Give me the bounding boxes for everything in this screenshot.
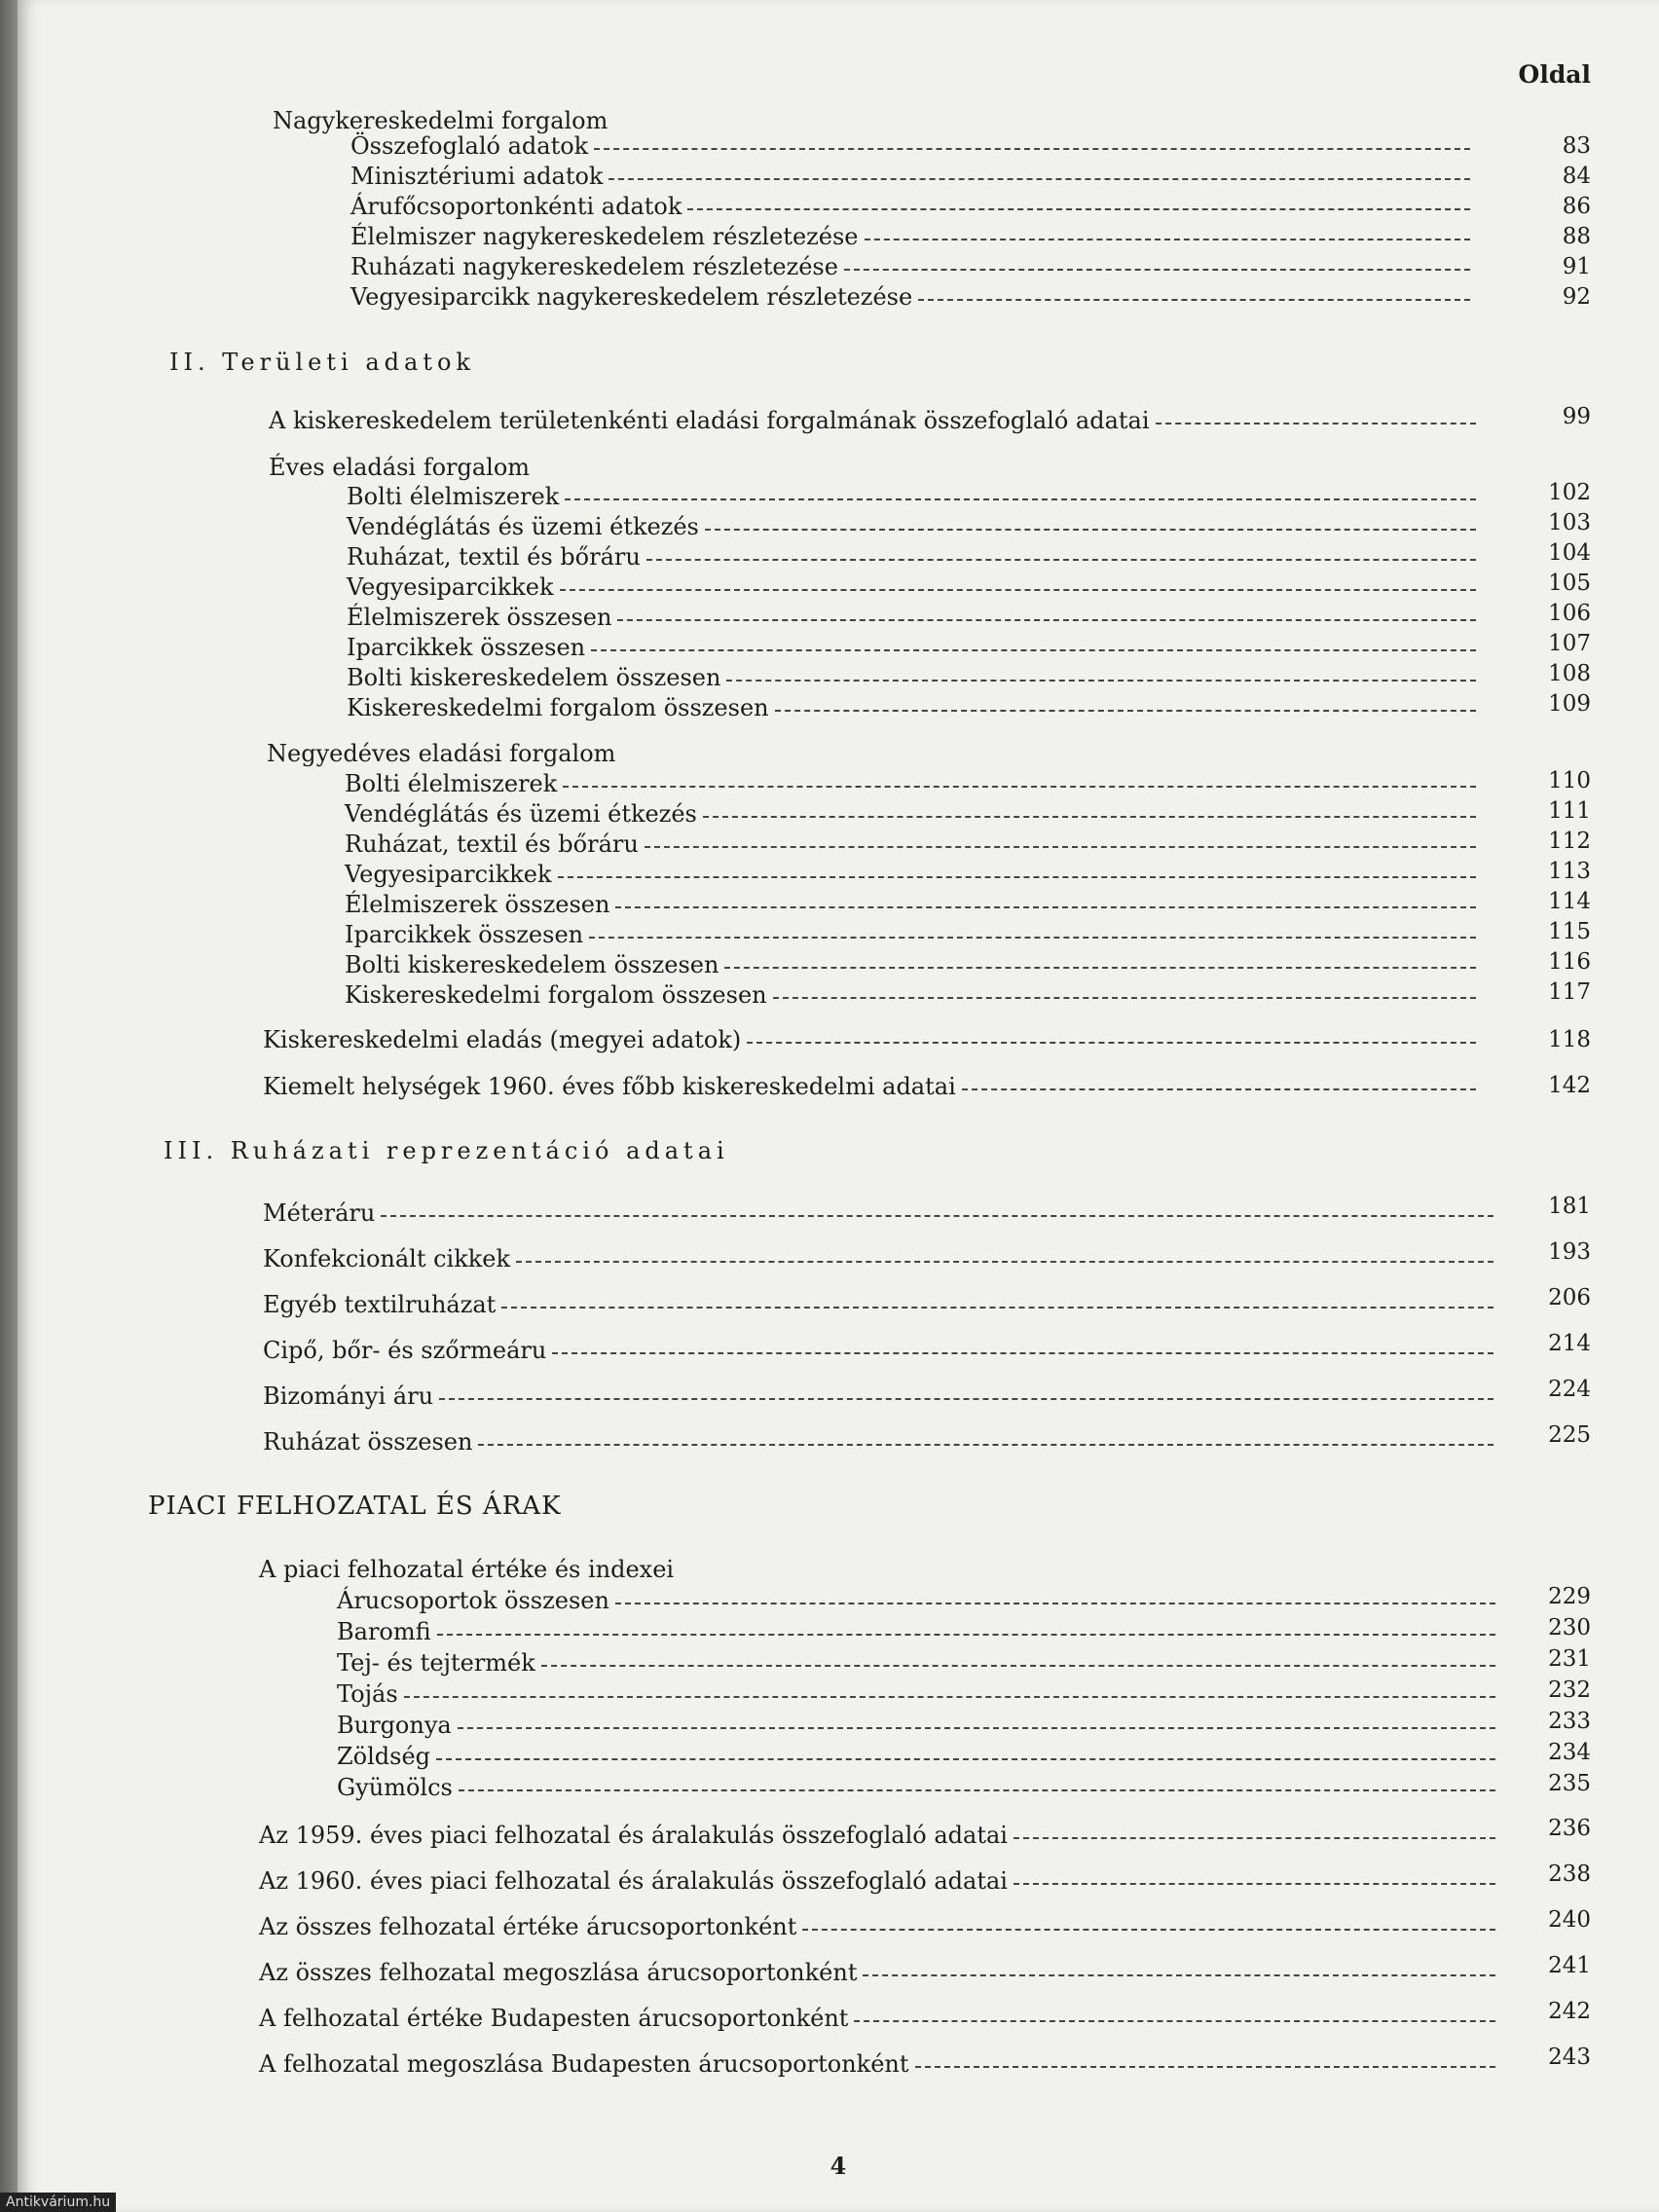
part-heading: PIACI FELHOZATAL ÉS ÁRAK: [148, 1492, 562, 1521]
leader-dashes: [617, 619, 1476, 621]
toc-entry[interactable]: A kiskereskedelem területenkénti eladási forgalmának összefoglaló adatai: [269, 405, 1476, 438]
leader-dashes: [436, 1758, 1495, 1760]
toc-entry[interactable]: Vegyesiparcikk nagykereskedelem részletezése: [350, 281, 1470, 314]
page-number: 109: [1548, 691, 1591, 717]
toc-entry[interactable]: Vegyesiparcikkek: [345, 859, 1476, 892]
leader-dashes: [915, 2066, 1495, 2068]
leader-dashes: [615, 906, 1476, 908]
page-number: 83: [1562, 133, 1591, 159]
toc-entry[interactable]: Iparcikkek összesen: [345, 919, 1476, 952]
toc-entry[interactable]: Bolti élelmiszerek: [345, 768, 1476, 801]
leader-dashes: [589, 937, 1476, 939]
page-number: 116: [1548, 949, 1591, 975]
page-number: 115: [1548, 919, 1591, 944]
leader-dashes: [703, 816, 1476, 818]
page-number: 224: [1548, 1377, 1591, 1402]
page-number: 110: [1548, 768, 1591, 793]
page-number: 86: [1562, 194, 1591, 219]
page-number: 102: [1548, 480, 1591, 505]
toc-entry[interactable]: Cipő, bőr- és szőrmeáru: [263, 1335, 1493, 1368]
watermark: Antikvárium.hu: [0, 2193, 116, 2212]
toc-entry[interactable]: Vegyesiparcikkek: [347, 571, 1476, 605]
toc-entry[interactable]: Tojás: [337, 1678, 1495, 1712]
leader-dashes: [458, 1727, 1495, 1729]
page-number: 108: [1548, 661, 1591, 686]
leader-dashes: [541, 1665, 1495, 1667]
toc-entry[interactable]: Bolti kiskereskedelem összesen: [345, 949, 1476, 982]
toc-entry[interactable]: Kiemelt helységek 1960. éves főbb kiskereskedelmi adatai: [263, 1071, 1476, 1104]
leader-dashes: [563, 786, 1476, 788]
toc-entry[interactable]: Baromfi: [337, 1616, 1495, 1649]
page-footer-number: 4: [830, 2152, 847, 2180]
toc-page: [18, 0, 1659, 2212]
page-number: 206: [1548, 1285, 1591, 1310]
toc-entry[interactable]: Árucsoportok összesen: [337, 1585, 1495, 1618]
leader-dashes: [802, 1929, 1495, 1931]
leader-dashes: [404, 1696, 1495, 1698]
toc-entry[interactable]: Élelmiszer nagykereskedelem részletezése: [350, 221, 1470, 254]
page-number: 103: [1548, 510, 1591, 535]
toc-entry[interactable]: Vendéglátás és üzemi étkezés: [345, 798, 1476, 831]
toc-entry[interactable]: Burgonya: [337, 1710, 1495, 1743]
leader-dashes: [560, 589, 1476, 591]
section-heading-iii: III. Ruházati reprezentáció adatai: [164, 1137, 729, 1164]
toc-entry[interactable]: Élelmiszerek összesen: [347, 602, 1476, 635]
page-column-header: Oldal: [1518, 60, 1591, 89]
leader-dashes: [705, 529, 1476, 531]
page-number: 113: [1548, 859, 1591, 884]
toc-entry[interactable]: Bolti kiskereskedelem összesen: [347, 662, 1476, 695]
page-number: 230: [1548, 1615, 1591, 1641]
leader-dashes: [747, 1042, 1476, 1044]
page-number: 117: [1548, 979, 1591, 1005]
toc-entry[interactable]: Élelmiszerek összesen: [345, 889, 1476, 922]
toc-entry[interactable]: Tej- és tejtermék: [337, 1647, 1495, 1680]
leader-dashes: [437, 1634, 1495, 1636]
page-number: 234: [1548, 1740, 1591, 1765]
leader-dashes: [773, 997, 1476, 999]
toc-entry[interactable]: Bolti élelmiszerek: [347, 481, 1476, 514]
subsection-title: Negyedéves eladási forgalom: [267, 740, 616, 767]
toc-entry[interactable]: Konfekcionált cikkek: [263, 1243, 1493, 1276]
page-number: 233: [1548, 1709, 1591, 1734]
toc-entry[interactable]: A felhozatal megoszlása Budapesten árucsoportonként: [259, 2048, 1495, 2082]
toc-entry[interactable]: Iparcikkek összesen: [347, 632, 1476, 665]
page-number: 229: [1548, 1584, 1591, 1609]
leader-dashes: [865, 239, 1470, 240]
page-number: 241: [1548, 1953, 1591, 1978]
leader-dashes: [687, 208, 1470, 210]
leader-dashes: [565, 498, 1476, 500]
toc-entry[interactable]: Az összes felhozatal megoszlása árucsoportonként: [259, 1957, 1495, 1990]
toc-entry[interactable]: Összefoglaló adatok: [350, 130, 1470, 164]
leader-dashes: [726, 680, 1476, 682]
leader-dashes: [646, 559, 1476, 561]
page-number: 114: [1548, 889, 1591, 914]
page-number: 225: [1548, 1422, 1591, 1448]
toc-entry[interactable]: Árufőcsoportonkénti adatok: [350, 191, 1470, 224]
page-number: 181: [1548, 1194, 1591, 1219]
toc-entry[interactable]: Bizományi áru: [263, 1381, 1493, 1414]
toc-entry[interactable]: Ruházat, textil és bőráru: [345, 829, 1476, 862]
leader-dashes: [918, 299, 1470, 301]
toc-entry[interactable]: Egyéb textilruházat: [263, 1289, 1493, 1322]
toc-entry[interactable]: Az összes felhozatal értéke árucsoportonként: [259, 1911, 1495, 1944]
page-number: 107: [1548, 631, 1591, 656]
toc-entry[interactable]: Kiskereskedelmi forgalom összesen: [345, 979, 1476, 1013]
page-number: 92: [1562, 284, 1591, 310]
page-number: 104: [1548, 540, 1591, 566]
leader-dashes: [724, 967, 1476, 969]
toc-entry[interactable]: Kiskereskedelmi forgalom összesen: [347, 692, 1476, 725]
page-number: 88: [1562, 224, 1591, 249]
leader-dashes: [439, 1398, 1493, 1400]
leader-dashes: [615, 1603, 1495, 1604]
leader-dashes: [459, 1789, 1495, 1791]
page-number: 240: [1548, 1907, 1591, 1933]
leader-dashes: [591, 649, 1476, 651]
subsection-title: A piaci felhozatal értéke és indexei: [259, 1556, 675, 1583]
book-spine-shadow: [0, 0, 18, 2212]
page-number: 231: [1548, 1646, 1591, 1672]
leader-dashes: [854, 2020, 1495, 2022]
page-number: 214: [1548, 1331, 1591, 1356]
subsection-title: Nagykereskedelmi forgalom: [273, 107, 608, 134]
page-number: 84: [1562, 164, 1591, 189]
leader-dashes: [558, 876, 1476, 878]
toc-entry[interactable]: Ruházat, textil és bőráru: [347, 541, 1476, 574]
leader-dashes: [1014, 1837, 1495, 1839]
subsection-title: Éves eladási forgalom: [269, 454, 531, 481]
leader-dashes: [863, 1974, 1495, 1976]
leader-dashes: [594, 148, 1470, 150]
page-number: 118: [1548, 1027, 1591, 1052]
leader-dashes: [775, 710, 1476, 712]
toc-entry[interactable]: Zöldség: [337, 1741, 1495, 1774]
leader-dashes: [516, 1261, 1493, 1263]
toc-entry[interactable]: Gyümölcs: [337, 1772, 1495, 1805]
page-number: 232: [1548, 1677, 1591, 1703]
toc-entry[interactable]: Méteráru: [263, 1198, 1493, 1231]
page-number: 236: [1548, 1816, 1591, 1841]
page-number: 193: [1548, 1239, 1591, 1265]
toc-entry[interactable]: Minisztériumi adatok: [350, 161, 1470, 194]
page-number: 242: [1548, 1999, 1591, 2024]
leader-dashes: [645, 846, 1476, 848]
page-number: 243: [1548, 2045, 1591, 2070]
toc-entry[interactable]: Kiskereskedelmi eladás (megyei adatok): [263, 1024, 1476, 1057]
page-number: 105: [1548, 571, 1591, 596]
page-number: 238: [1548, 1862, 1591, 1887]
page-number: 99: [1562, 404, 1591, 429]
page-number: 235: [1548, 1771, 1591, 1796]
leader-dashes: [962, 1088, 1476, 1090]
leader-dashes: [552, 1352, 1493, 1354]
leader-dashes: [478, 1444, 1493, 1446]
page-number: 111: [1548, 798, 1591, 824]
page-number: 91: [1562, 254, 1591, 279]
leader-dashes: [1014, 1883, 1495, 1885]
toc-entry[interactable]: Ruházat összesen: [263, 1426, 1493, 1459]
toc-entry[interactable]: A felhozatal értéke Budapesten árucsoportonként: [259, 2003, 1495, 2036]
toc-entry[interactable]: Ruházati nagykereskedelem részletezése: [350, 251, 1470, 284]
leader-dashes: [381, 1215, 1493, 1217]
page-number: 106: [1548, 601, 1591, 626]
toc-entry[interactable]: Az 1959. éves piaci felhozatal és áralakulás összefoglaló adatai: [259, 1820, 1495, 1853]
page-number: 142: [1548, 1073, 1591, 1098]
leader-dashes: [1156, 423, 1476, 424]
leader-dashes: [501, 1307, 1493, 1309]
section-heading-ii: II. Területi adatok: [169, 349, 475, 376]
toc-entry[interactable]: Az 1960. éves piaci felhozatal és áralakulás összefoglaló adatai: [259, 1865, 1495, 1899]
leader-dashes: [844, 269, 1470, 271]
leader-dashes: [608, 178, 1470, 180]
toc-entry[interactable]: Vendéglátás és üzemi étkezés: [347, 511, 1476, 544]
page-number: 112: [1548, 829, 1591, 854]
